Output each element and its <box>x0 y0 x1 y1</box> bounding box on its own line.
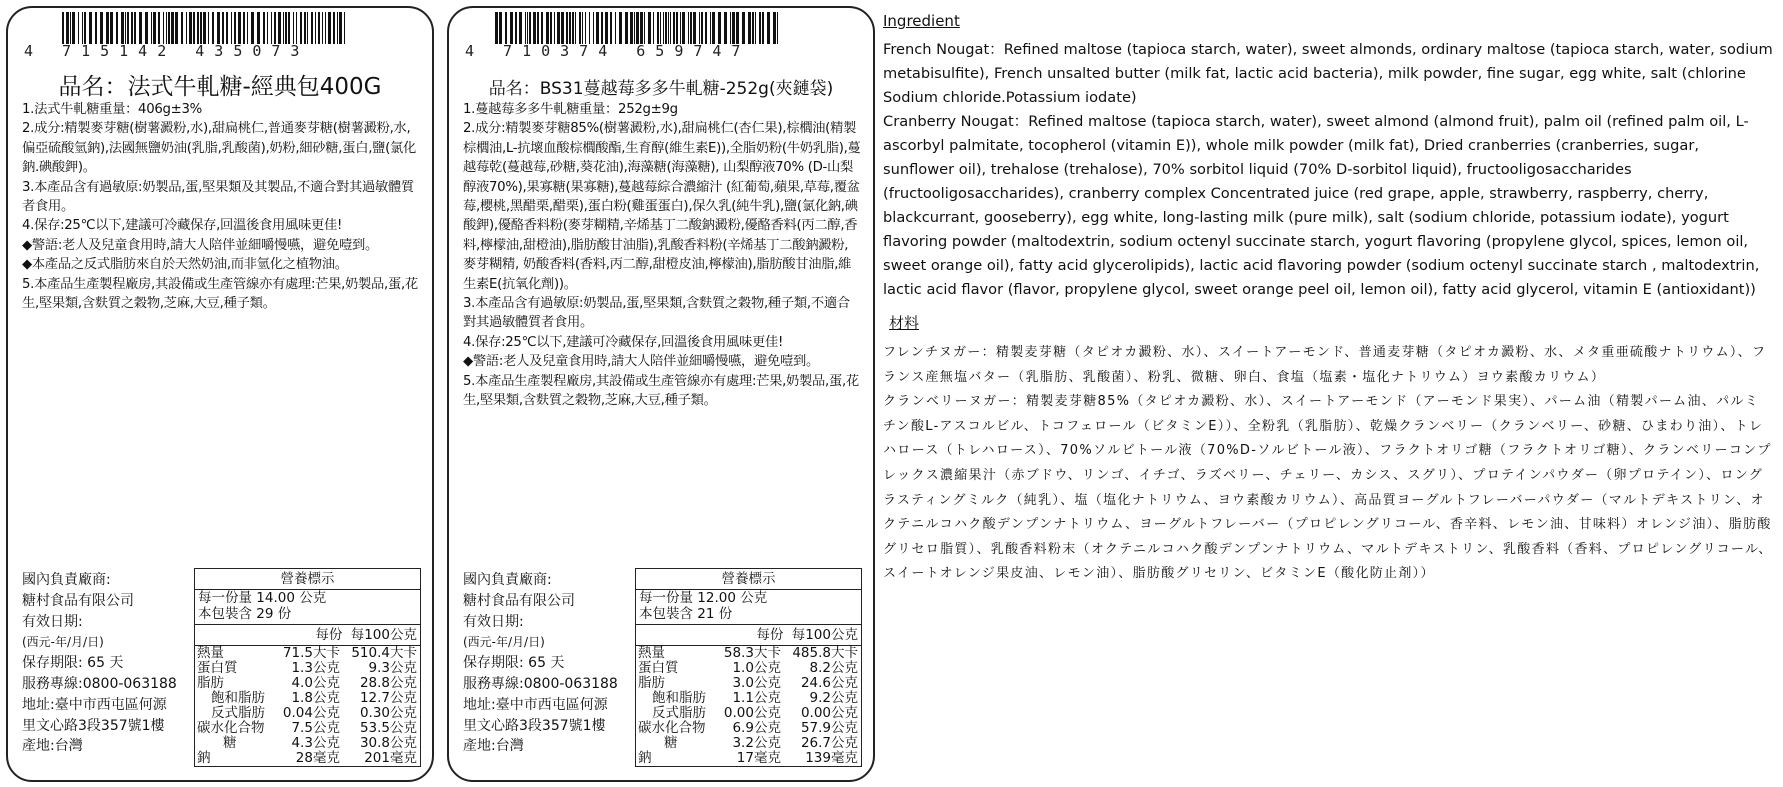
mfr-line: 產地:台灣 <box>22 738 83 755</box>
nutrient-per-100: 0.30公克 <box>359 705 417 721</box>
desc-item: 5.本產品生產製程廠房,其設備或生產管線亦有處理:芒果,奶製品,蛋,花生,堅果類,含麩質之穀物,芝麻,大豆,種子類。 <box>463 373 859 409</box>
barcode-bar <box>748 12 751 44</box>
barcode-bar <box>271 12 272 44</box>
nutrient-row <box>195 661 420 676</box>
mfr-line: 保存期限: 65 天 <box>22 655 124 672</box>
barcode-bar <box>175 12 178 44</box>
nutrient-per-100: 510.4大卡 <box>351 645 417 661</box>
barcode-bar <box>663 12 664 44</box>
servings-per-pack: 本包裝含 21 份 <box>639 606 733 622</box>
barcode-bar <box>510 12 513 44</box>
nutrient-row <box>636 661 861 676</box>
nutrient-per-serving: 3.2公克 <box>732 735 781 751</box>
barcode-bar <box>693 12 696 44</box>
desc-item: ◆警語:老人及兒童食用時,請大人陪伴並細嚼慢嚥，避免噎到。 <box>22 237 378 253</box>
barcode-bar <box>139 12 142 44</box>
barcode-bar <box>311 12 313 44</box>
barcode-bar <box>171 12 174 44</box>
barcode-bar <box>742 12 745 44</box>
barcode-bar <box>116 12 118 44</box>
nutrition-rows <box>636 646 861 766</box>
mfr-line: 有效日期: <box>463 613 524 630</box>
barcode-bar <box>234 12 236 44</box>
nutrition-table <box>194 568 421 767</box>
barcode-bar <box>515 12 517 44</box>
serving-size: 每一份量 12.00 公克 <box>639 590 768 606</box>
barcode-bar <box>328 12 331 44</box>
barcode-bar <box>127 12 129 44</box>
barcode-bar <box>699 12 700 44</box>
barcode-bar <box>163 12 164 44</box>
nutrient-per-100: 24.6公克 <box>800 675 858 691</box>
desc-item: 2.成分:精製麥芽糖85%(樹薯澱粉,水),甜扁桃仁(杏仁果),棕櫚油(精製棕櫚油,L-抗壞血酸棕櫚酸酯,生育醇(維生素E)),全脂奶粉(牛奶乳脂),蔓越莓乾(蔓越莓,砂糖,葵花油),海藻糖(海藻糖), 山梨醇液70% (D-山梨醇液70%),果寡糖(果寡糖),蔓越莓綜合濃縮汁 (紅葡萄,蘋果,草莓,覆盆莓,櫻桃,黑醋栗,醋栗),蛋白粉(雞蛋蛋白),保久乳(純牛乳),鹽(氯化鈉,碘酸鉀),優酪香料粉(麥芽糊精,辛烯基丁二酸鈉澱粉,優酪香料(丙二醇,香料,檸檬油,甜橙油),脂肪酸甘油脂),乳酸香料粉(辛烯基丁二酸鈉澱粉,麥芽糊精, 奶酸香料(香料,丙二醇,甜橙皮油,檸檬油),脂肪酸甘油脂,維生素E(抗氧化劑))。 <box>463 121 861 292</box>
nutrient-per-100: 139毫克 <box>805 750 858 766</box>
manufacturer-info <box>463 570 618 757</box>
barcode-bar <box>773 12 776 44</box>
barcode-bar <box>315 12 316 44</box>
barcode-bar <box>300 12 302 44</box>
barcode-bar <box>238 12 241 44</box>
barcode-bar <box>589 12 590 44</box>
nutrient-per-100: 26.7公克 <box>800 735 858 751</box>
col-per-100: 每100公克 <box>791 627 858 643</box>
ingredient-panel <box>883 12 1773 587</box>
nutrient-name: 碳水化合物 <box>638 720 706 736</box>
serving-info <box>636 590 861 625</box>
barcode-bar <box>283 12 284 44</box>
barcode-bar <box>62 12 64 44</box>
product-label-classic <box>6 6 434 782</box>
nutrient-name: 糖 <box>664 735 678 751</box>
product-description <box>22 100 420 313</box>
mfr-line: (西元-年/月/日) <box>463 635 545 650</box>
barcode-bar <box>505 12 507 44</box>
barcode-bar <box>251 12 254 44</box>
nutrient-per-serving: 58.3大卡 <box>723 645 781 661</box>
barcode-bar <box>100 12 103 44</box>
mfr-line: 服務專線:0800-063188 <box>463 675 618 692</box>
barcode-bar <box>197 12 199 44</box>
barcode-bar <box>585 12 586 44</box>
barcode-bar <box>278 12 281 44</box>
barcode-bar <box>601 12 603 44</box>
barcode-bar <box>200 12 202 44</box>
barcode-bar <box>724 12 727 44</box>
barcode-bar <box>344 12 345 44</box>
nutrient-per-serving: 28毫克 <box>295 750 340 766</box>
barcode-bar <box>166 12 167 44</box>
barcode-bar <box>634 12 635 44</box>
nutrition-header: 營養標示 <box>636 569 861 590</box>
barcode-bar <box>668 12 669 44</box>
barcode-bar <box>619 12 622 44</box>
nutrient-row <box>195 706 420 721</box>
mfr-line: 保存期限: 65 天 <box>463 655 565 672</box>
barcode-bar <box>106 12 109 44</box>
barcode-bar <box>293 12 294 44</box>
barcode-bar <box>755 12 756 44</box>
desc-item: 1.法式牛軋糖重量：406g±3% <box>22 102 203 117</box>
barcode-bar <box>630 12 633 44</box>
nutrient-name: 熱量 <box>197 645 224 661</box>
barcode-number: 4 710374 659747 <box>465 42 751 60</box>
nutrient-row <box>636 706 861 721</box>
barcode-bar <box>125 12 126 44</box>
barcode-bar <box>212 12 214 44</box>
barcode-bar <box>759 12 761 44</box>
barcode-bar <box>134 12 136 44</box>
nutrient-name: 脂肪 <box>638 675 665 691</box>
barcode-bar <box>705 12 707 44</box>
nutrient-name: 蛋白質 <box>638 660 679 676</box>
mfr-line: 糖村食品有限公司 <box>463 592 575 609</box>
nutrient-per-serving: 0.04公克 <box>282 705 340 721</box>
barcode-bar <box>304 12 306 44</box>
barcode-bar <box>208 12 209 44</box>
barcode-bar <box>605 12 608 44</box>
product-title: 品名：BS31蔓越莓多多牛軋糖-252g(夾鏈袋) <box>488 79 834 99</box>
barcode-bar <box>274 12 276 44</box>
barcode-bar <box>257 12 260 44</box>
mfr-line: 糖村食品有限公司 <box>22 592 134 609</box>
barcode-number: 4 715142 435073 <box>24 42 310 60</box>
ingredient-french-nougat: French Nougat：Refined maltose (tapioca starch, water), sweet almonds, ordinary maltose (tapioca starch, water, sodium metabisulfite), French unsalted butter (milk fat, lactic acid bacteria), milk powder, fine sugar, egg white, salt (chlorine Sodium chloride.Potassium iodate) <box>883 41 1773 106</box>
barcode-bar <box>499 12 502 44</box>
barcode-bar <box>579 12 581 44</box>
mfr-line: 國內負責廠商: <box>22 572 111 588</box>
desc-item: ◆本產品之反式脂肪來自於天然奶油,而非氫化之植物油。 <box>22 257 348 273</box>
barcode-bar <box>777 12 778 44</box>
nutrient-name: 糖 <box>223 735 237 751</box>
barcode-bar <box>66 12 69 44</box>
mfr-line: 產地:台灣 <box>463 738 524 755</box>
barcode-bar <box>89 12 92 44</box>
nutrient-name: 反式脂肪 <box>211 705 265 721</box>
nutrition-header: 營養標示 <box>195 569 420 590</box>
barcode-bar <box>688 12 689 44</box>
barcode-bar <box>670 12 671 44</box>
nutrient-row <box>636 676 861 691</box>
barcode-bar <box>189 12 192 44</box>
nutrient-row <box>195 691 420 706</box>
nutrient-name: 蛋白質 <box>197 660 238 676</box>
barcode-bar <box>762 12 764 44</box>
barcode-bar <box>537 12 539 44</box>
barcode-bar <box>110 12 113 44</box>
barcode-bar <box>121 12 124 44</box>
nutrient-per-100: 53.5公克 <box>359 720 417 736</box>
barcode-bar <box>247 12 248 44</box>
barcode-bar <box>752 12 754 44</box>
barcode-bar <box>217 12 220 44</box>
nutrient-per-100: 485.8大卡 <box>792 645 858 661</box>
barcode-bar <box>710 12 711 44</box>
nutrient-per-serving: 4.3公克 <box>291 735 340 751</box>
nutrient-per-serving: 1.0公克 <box>732 660 781 676</box>
desc-item: 1.蔓越莓多多牛軋糖重量：252g±9g <box>463 102 678 117</box>
col-per-serving: 每份 <box>315 627 343 643</box>
nutrient-row <box>636 736 861 751</box>
barcode-bar <box>72 12 75 44</box>
nutrient-per-serving: 1.8公克 <box>291 690 340 706</box>
barcode-bar <box>78 12 79 44</box>
nutrient-row <box>195 736 420 751</box>
barcode-bar <box>529 12 531 44</box>
barcode-bar <box>186 12 187 44</box>
barcode-bar <box>527 12 528 44</box>
barcode-bar <box>525 12 526 44</box>
barcode-bar <box>193 12 195 44</box>
barcode-bar <box>596 12 599 44</box>
nutrient-per-serving: 4.0公克 <box>291 675 340 691</box>
nutrient-row <box>195 721 420 736</box>
barcode-bar <box>566 12 568 44</box>
barcode-bar <box>263 12 265 44</box>
barcode-bar <box>82 12 83 44</box>
col-per-100: 每100公克 <box>350 627 417 643</box>
barcode-bar <box>158 12 160 44</box>
barcode-bar <box>572 12 574 44</box>
materials-french-nougat: フレンチヌガー：精製麦芽糖（タピオカ澱粉、水）、スイートアーモンド、普通麦芽糖（タピオカ澱粉、水、メタ重亜硫酸ナトリウム）、フランス産無塩バター（乳脂肪、乳酸菌）、粉乳、微糖、卵白、食塩（塩素・塩化ナトリウム）ヨウ素酸カリウム） <box>883 345 1767 385</box>
barcode-bar <box>322 12 323 44</box>
barcode-bar <box>153 12 156 44</box>
mfr-line: 地址:臺中市西屯區何源 <box>22 696 167 713</box>
barcode-bar <box>660 12 661 44</box>
nutrient-row <box>636 721 861 736</box>
nutrient-name: 飽和脂肪 <box>652 690 706 706</box>
nutrition-rows <box>195 646 420 766</box>
desc-item: 4.保存:25℃以下,建議可冷藏保存,回溫後食用風味更佳! <box>463 334 784 350</box>
barcode-bar <box>267 12 268 44</box>
barcode-bar <box>70 12 71 44</box>
ingredient-heading: Ingredient <box>883 12 960 30</box>
nutrient-per-serving: 1.1公克 <box>732 690 781 706</box>
barcode-bar <box>550 12 552 44</box>
nutrient-per-serving: 7.5公克 <box>291 720 340 736</box>
mfr-line: 里文心路3段357號1樓 <box>463 717 606 734</box>
barcode-bar <box>318 12 320 44</box>
materials-heading: 材料 <box>889 314 920 332</box>
barcode-bar <box>285 12 287 44</box>
barcode-bar <box>554 12 555 44</box>
nutrient-per-100: 9.3公克 <box>368 660 417 676</box>
materials-cranberry-nougat: クランベリーヌガー：精製麦芽糖85%（タピオカ澱粉、水）、スイートアーモンド（アーモンド果実）、パーム油（精製パーム油、パルミチン酸L-アスコルビル、トコフェロール（ビタミンE））、全粉乳（乳脂肪）、乾燥クランベリー（クランベリー、砂糖、ひまわり油）、トレハロース（トレハロース）、70%ソルビトール液（70%D-ソルビトール液）、フラクトオリゴ糖（フラクトオリゴ糖）、クランベリーコンプレックス濃縮果汁（赤ブドウ、リンゴ、イチゴ、ラズベリー、チェリー、カシス、スグリ）、プロテインパウダー（卵プロテイン）、ロングラスティングミルク（純乳）、塩（塩化ナトリウム、ヨウ素酸カリウム）、高品質ヨーグルトフレーバーパウダー（マルトデキストリン、オクテニルコハク酸デンプンナトリウム、ヨーグルトフレーバー（プロピレングリコール、香辛料、レモン油、甘味料）オレンジ油）、脂肪酸グリセロ脂質）、乳酸香料粉末（オクテニルコハク酸デンプンナトリウム、マルトデキストリン、乳酸香料（香料、プロピレングリコール、スイートオレンジ果皮油、レモン油）、脂肪酸グリセリン、ビタミンE（酸化防止剤）） <box>883 394 1773 582</box>
mfr-line: (西元-年/月/日) <box>22 635 104 650</box>
barcode-bar <box>546 12 549 44</box>
barcode-bar <box>569 12 571 44</box>
nutrition-column-headers <box>636 625 861 646</box>
barcode-bar <box>231 12 232 44</box>
nutrient-per-serving: 6.9公克 <box>732 720 781 736</box>
nutrient-name: 反式脂肪 <box>652 705 706 721</box>
barcode-bar <box>325 12 326 44</box>
product-label-cranberry <box>447 6 875 782</box>
serving-size: 每一份量 14.00 公克 <box>198 590 327 606</box>
nutrient-name: 鈉 <box>197 750 211 766</box>
nutrient-per-100: 8.2公克 <box>809 660 858 676</box>
mfr-line: 有效日期: <box>22 613 83 630</box>
barcode-bar <box>712 12 715 44</box>
barcode-bar <box>151 12 152 44</box>
barcode-bar <box>625 12 628 44</box>
nutrient-row <box>636 751 861 766</box>
nutrient-name: 鈉 <box>638 750 652 766</box>
nutrient-per-serving: 1.3公克 <box>291 660 340 676</box>
barcode-bar <box>145 12 148 44</box>
mfr-line: 地址:臺中市西屯區何源 <box>463 696 608 713</box>
desc-item: 2.成分:精製麥芽糖(樹薯澱粉,水),甜扁桃仁,普通麥芽糖(樹薯澱粉,水,偏亞硫酸氫鈉),法國無鹽奶油(乳脂,乳酸菌),奶粉,細砂糖,蛋白,鹽(氯化鈉.碘酸鉀)。 <box>22 121 417 176</box>
barcode-bar <box>519 12 522 44</box>
nutrient-per-serving: 17毫克 <box>736 750 781 766</box>
barcode-bar <box>243 12 245 44</box>
nutrient-name: 熱量 <box>638 645 665 661</box>
barcode-bar <box>533 12 536 44</box>
nutrient-per-100: 201毫克 <box>364 750 417 766</box>
nutrient-name: 飽和脂肪 <box>211 690 265 706</box>
barcode-bar <box>767 12 770 44</box>
barcode-bar <box>84 12 86 44</box>
nutrient-per-serving: 3.0公克 <box>732 675 781 691</box>
mfr-line: 服務專線:0800-063188 <box>22 675 177 692</box>
barcode-bar <box>690 12 692 44</box>
barcode-bar <box>296 12 297 44</box>
barcode-bar <box>653 12 654 44</box>
barcode-bar <box>541 12 543 44</box>
barcode-bar <box>682 12 685 44</box>
col-per-serving: 每份 <box>756 627 784 643</box>
barcode-bar <box>730 12 731 44</box>
nutrient-row <box>636 646 861 661</box>
nutrient-row <box>636 691 861 706</box>
barcode-bar <box>657 12 659 44</box>
nutrient-per-100: 28.8公克 <box>359 675 417 691</box>
barcode-bar <box>615 12 616 44</box>
barcode-bar <box>495 12 498 44</box>
ingredient-cranberry-nougat: Cranberry Nougat：Refined maltose (tapioca starch, water), sweet almond (almond fruit), palm oil (refined palm oil, L-ascorbyl palmitate, tocopherol (vitamin E)), whole milk powder (milk fat), Dried cranberries (cranberries, sugar, sunflower oil), trehalose (trehalose), 70% sorbitol liquid (70% D-sorbitol liquid), fructooligosaccharides (fructooligosaccharides), cranberry complex Concentrated juice (red grape, apple, strawberry, raspberry, cherry, blackcurrant, gooseberry), egg white, long-lasting milk (pure milk), salt (sodium chloride, potassium iodate), yogurt flavoring powder (maltodextrin, sodium octenyl succinate starch, yogurt flavoring (propylene glycol, spices, lemon oil, sweet orange oil), fatty acid glycerolipids), lactic acid flavoring powder (sodium octenyl succinate starch , maltodextrin, lactic acid flavor (flavor, propylene glycol, sweet orange peel oil, lemon oil), fatty acid glycerol, vitamin E (antioxidant)) <box>883 113 1760 298</box>
barcode-bar <box>288 12 290 44</box>
serving-info <box>195 590 420 625</box>
nutrient-per-100: 57.9公克 <box>800 720 858 736</box>
manufacturer-info <box>22 570 177 757</box>
barcode-bar <box>665 12 667 44</box>
nutrient-row <box>195 751 420 766</box>
barcode-bar <box>95 12 97 44</box>
barcode-bar <box>676 12 678 44</box>
barcode-bar <box>640 12 643 44</box>
barcode-bar <box>131 12 133 44</box>
mfr-line: 里文心路3段357號1樓 <box>22 717 165 734</box>
barcode-bar <box>680 12 681 44</box>
barcode-bar <box>575 12 576 44</box>
nutrient-per-serving: 71.5大卡 <box>282 645 340 661</box>
barcode-bar <box>226 12 228 44</box>
servings-per-pack: 本包裝含 29 份 <box>198 606 292 622</box>
barcode-bar <box>203 12 206 44</box>
barcode-bar <box>610 12 612 44</box>
barcode-bar <box>644 12 645 44</box>
desc-item: 3.本產品含有過敏原:奶製品,蛋,堅果類,含麩質之穀物,種子類,不適合對其過敏體質者食用。 <box>463 296 850 331</box>
nutrient-per-100: 0.00公克 <box>800 705 858 721</box>
barcode-bar <box>636 12 639 44</box>
nutrition-table <box>635 568 862 767</box>
nutrition-column-headers <box>195 625 420 646</box>
barcode-bar <box>582 12 583 44</box>
barcode-bar <box>593 12 594 44</box>
barcode-bar <box>307 12 308 44</box>
desc-item: ◆警語:老人及兒童食用時,請大人陪伴並細嚼慢嚥，避免噎到。 <box>463 354 819 370</box>
barcode-bar <box>222 12 224 44</box>
barcode-bar <box>736 12 739 44</box>
desc-item: 5.本產品生產製程廠房,其設備或生產管線亦有處理:芒果,奶製品,蛋,花生,堅果類,含麩質之穀物,芝麻,大豆,種子類。 <box>22 276 418 312</box>
product-title: 品名：法式牛軋糖-經典包400G <box>58 74 382 100</box>
barcode-bar <box>718 12 721 44</box>
desc-item: 3.本產品含有過敏原:奶製品,蛋,堅果類及其製品,不適合對其過敏體質者食用。 <box>22 179 414 215</box>
nutrient-per-100: 9.2公克 <box>809 690 858 706</box>
nutrient-per-100: 12.7公克 <box>359 690 417 706</box>
nutrient-name: 碳水化合物 <box>197 720 265 736</box>
mfr-line: 國內負責廠商: <box>463 572 552 588</box>
barcode-bar <box>181 12 183 44</box>
barcode-bar <box>168 12 170 44</box>
desc-item: 4.保存:25℃以下,建議可冷藏保存,回溫後食用風味更佳! <box>22 218 343 234</box>
barcode-bar <box>732 12 735 44</box>
barcode-bar <box>701 12 703 44</box>
barcode-bar <box>561 12 564 44</box>
product-description <box>463 100 861 411</box>
nutrient-per-serving: 0.00公克 <box>723 705 781 721</box>
nutrient-name: 脂肪 <box>197 675 224 691</box>
barcode-bar <box>648 12 651 44</box>
nutrient-per-100: 30.8公克 <box>359 735 417 751</box>
barcode-bar <box>339 12 342 44</box>
barcode-bar <box>557 12 560 44</box>
barcode-bar <box>333 12 335 44</box>
nutrient-row <box>195 676 420 691</box>
barcode-bar <box>337 12 338 44</box>
nutrient-row <box>195 646 420 661</box>
barcode-bar <box>673 12 675 44</box>
